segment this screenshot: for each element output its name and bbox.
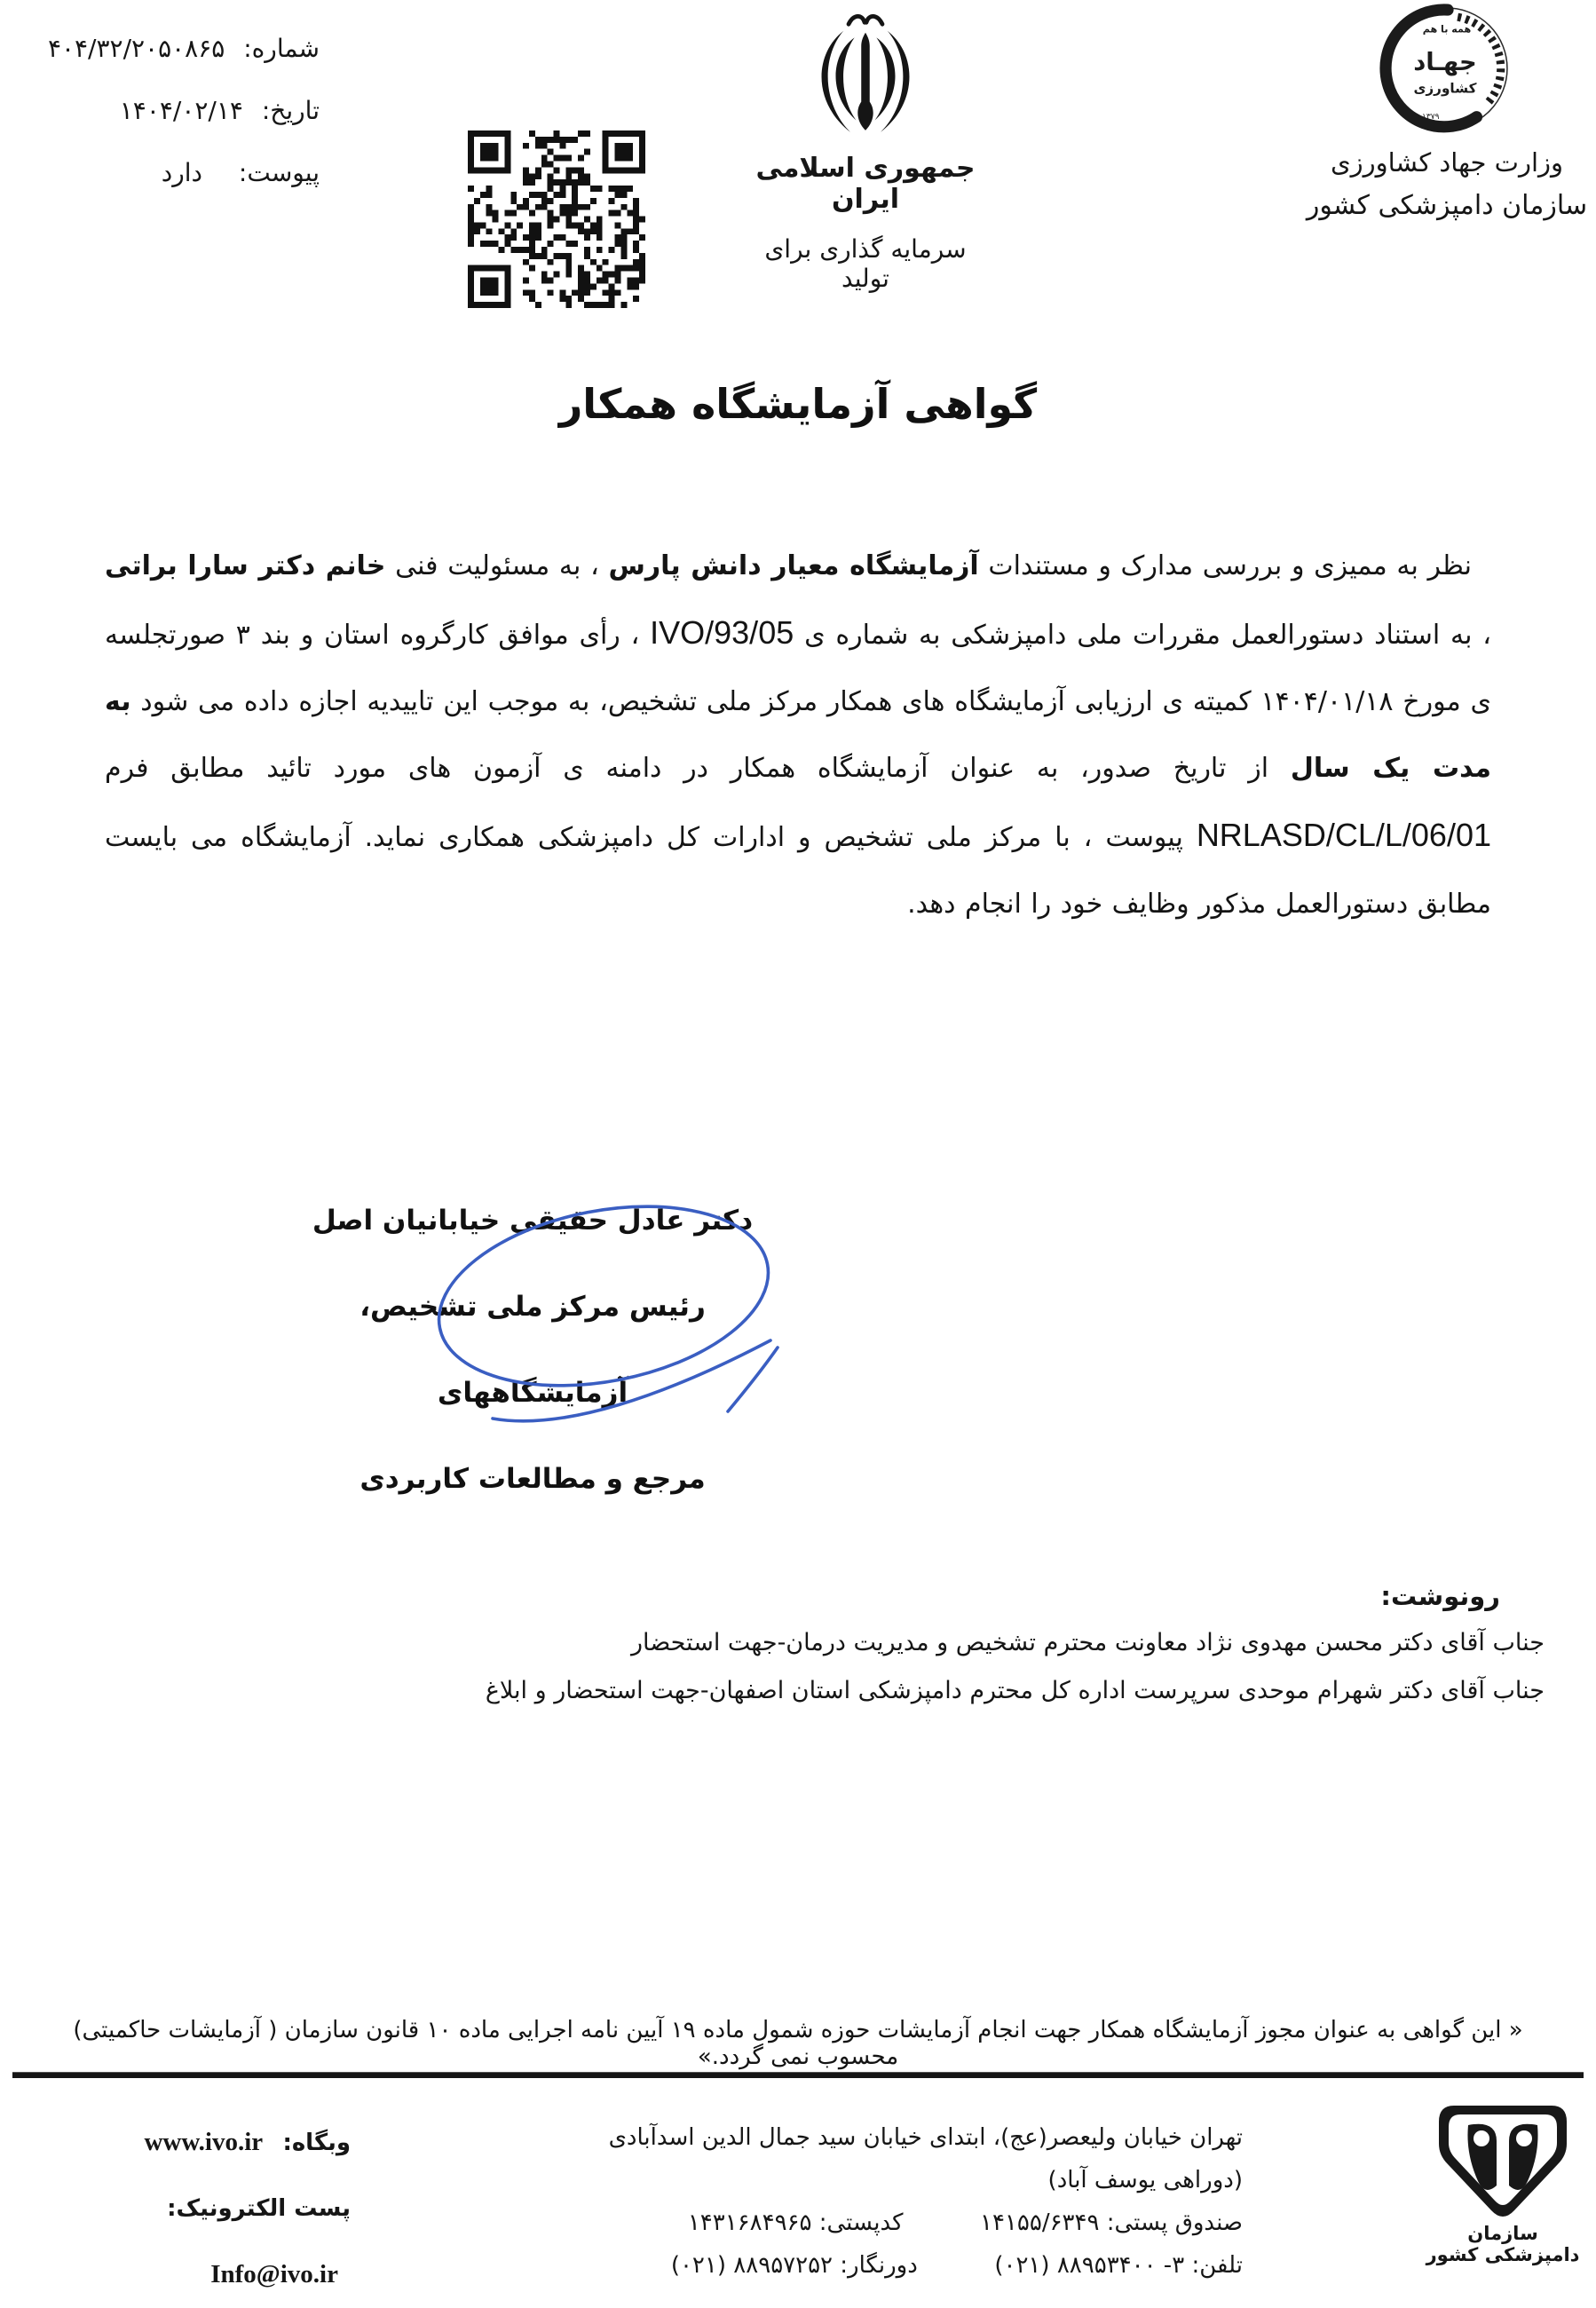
fax-label: دورنگار: — [840, 2252, 918, 2279]
letter-meta — [44, 18, 320, 204]
footer-ivo-logo — [1418, 2102, 1587, 2265]
body-seg: ، رأی موافق کارگروه استان و بند ۳ صورتجلسه ی مورخ ۱۴۰۴/۰۱/۱۸ کمیته ی ارزیابی آزمایشگاه های همکار مرکز ملی تشخیص، به موجب این تاییدیه اجازه داده می شود — [105, 620, 1491, 717]
qr-code-icon — [468, 130, 645, 308]
header-center — [737, 11, 994, 293]
signatory-title-1: رئیس مرکز ملی تشخیص، آزمایشگاههای — [359, 1291, 706, 1409]
footer-address-block — [533, 2116, 1243, 2287]
attachment-value: دارد — [161, 158, 202, 187]
responsible-person: خانم دکتر سارا براتی — [105, 550, 386, 581]
postal-line — [533, 2201, 1243, 2244]
email-address: Info@ivo.ir — [210, 2260, 338, 2288]
letter-number-row — [44, 18, 320, 80]
postal-code-label: کدپستی: — [818, 2209, 904, 2236]
signatory-name: دکتر عادل حقیقی خیابانیان اصل — [312, 1205, 754, 1237]
letter-date-row — [44, 80, 320, 142]
page-title: گواهی آزمایشگاه همکار — [558, 380, 1038, 428]
validity-duration: به مدت یک سال — [105, 686, 1492, 784]
body-seg: از تاریخ صدور، به عنوان آزمایشگاه همکار در دامنه ی آزمون های مورد تائید مطابق فرم — [105, 753, 1291, 784]
attachment-label: پیوست: — [238, 158, 320, 187]
ivo-shield-logo-icon — [1435, 2102, 1570, 2217]
qr-code-svg — [468, 130, 645, 308]
number-value: ۴۰۴/۳۲/۲۰۵۰۸۶۵ — [47, 34, 225, 63]
website-row — [44, 2109, 351, 2176]
organization-name: سازمان دامپزشکی کشور — [1306, 190, 1588, 221]
fax-value: ۸۸۹۵۷۲۵۲ (۰۲۱) — [670, 2252, 834, 2279]
cc-label: رونوشت: — [1380, 1581, 1500, 1611]
email-label: پست الکترونیک: — [167, 2195, 351, 2222]
pobox-value: ۱۴۱۵۵/۶۳۴۹ — [980, 2209, 1100, 2236]
footer-web-block — [44, 2109, 351, 2308]
lab-name: آزمایشگاه معیار دانش پارس — [608, 550, 979, 581]
ministry-name: وزارت جهاد کشاورزی — [1330, 147, 1564, 178]
body-seg: ، به مسئولیت فنی — [385, 550, 609, 581]
jahad-logo-main-text: جهـاد — [1413, 49, 1477, 77]
address-line: تهران خیابان ولیعصر(عج)، ابتدای خیابان سید جمال الدین اسدآبادی (دوراهی یوسف آباد) — [608, 2124, 1243, 2193]
pobox-label: صندوق پستی: — [1106, 2209, 1243, 2236]
jahad-logo-sub-text: کشاورزی — [1413, 80, 1477, 97]
body-seg: پیوست ، با مرکز ملی تشخیص و ادارات کل دامپزشکی همکاری نماید. آزمایشگاه می بایست مطابق دستورالعمل مذکور وظایف خود را انجام دهد. — [105, 822, 1491, 920]
year-slogan: سرمایه گذاری برای تولید — [764, 234, 967, 293]
country-name: جمهوری اسلامی ایران — [755, 153, 976, 215]
number-label: شماره: — [243, 34, 320, 63]
cc-item-2: جناب آقای دکتر شهرام موحدی سرپرست اداره کل محترم دامپزشکی استان اصفهان-جهت استحضار و ابلاغ — [485, 1677, 1545, 1704]
jahad-logo-top-text: همه با هم — [1422, 23, 1472, 36]
email-row — [44, 2176, 351, 2308]
website-label: وبگاه: — [282, 2130, 351, 2156]
cc-section — [391, 1573, 1545, 1715]
phone-value: ۳- ۸۸۹۵۳۴۰۰ (۰۲۱) — [994, 2252, 1185, 2279]
website-url: www.ivo.ir — [144, 2128, 264, 2156]
ivo-logo-caption: سازمان دامپزشکی کشور — [1426, 2223, 1580, 2265]
certificate-body — [105, 533, 1491, 937]
iran-emblem-icon — [807, 11, 924, 146]
header-right — [1287, 5, 1596, 221]
date-value: ۱۴۰۴/۰۲/۱۴ — [119, 96, 243, 125]
form-code: NRLASD/CL/L/06/01 — [1196, 817, 1491, 853]
letter-attachment-row — [44, 142, 320, 204]
jahad-keshavarzi-logo-icon — [1384, 5, 1510, 131]
signature-block — [266, 1178, 799, 1522]
body-seg: ، به استناد دستورالعمل مقررات ملی دامپزشکی به شماره ی — [794, 620, 1491, 651]
jahad-logo-year-text: ۱۳۷۹ — [1421, 112, 1440, 122]
phone-label: تلفن: — [1191, 2252, 1243, 2279]
footer-divider — [12, 2072, 1584, 2078]
postal-code-value: ۱۴۳۱۶۸۴۹۶۵ — [687, 2209, 812, 2236]
disclaimer-note: « این گواهی به عنوان مجوز آزمایشگاه همکار جهت انجام آزمایشات حوزه شمول ماده ۱۹ آیین نامه اجرایی ماده ۱۰ قانون سازمان ( آزمایشات حاکمیتی) محسوب نمی گردد.» — [73, 2017, 1523, 2070]
signatory-title-2: مرجع و مطالعات کاربردی — [359, 1463, 706, 1495]
body-seg: نظر به ممیزی و بررسی مدارک و مستندات — [978, 550, 1473, 581]
date-label: تاریخ: — [261, 96, 320, 125]
regulation-code: IVO/93/05 — [650, 614, 794, 651]
phone-line — [533, 2244, 1243, 2287]
cc-item-1: جناب آقای دکتر محسن مهدوی نژاد معاونت محترم تشخیص و مدیریت درمان-جهت استحضار — [630, 1629, 1545, 1656]
